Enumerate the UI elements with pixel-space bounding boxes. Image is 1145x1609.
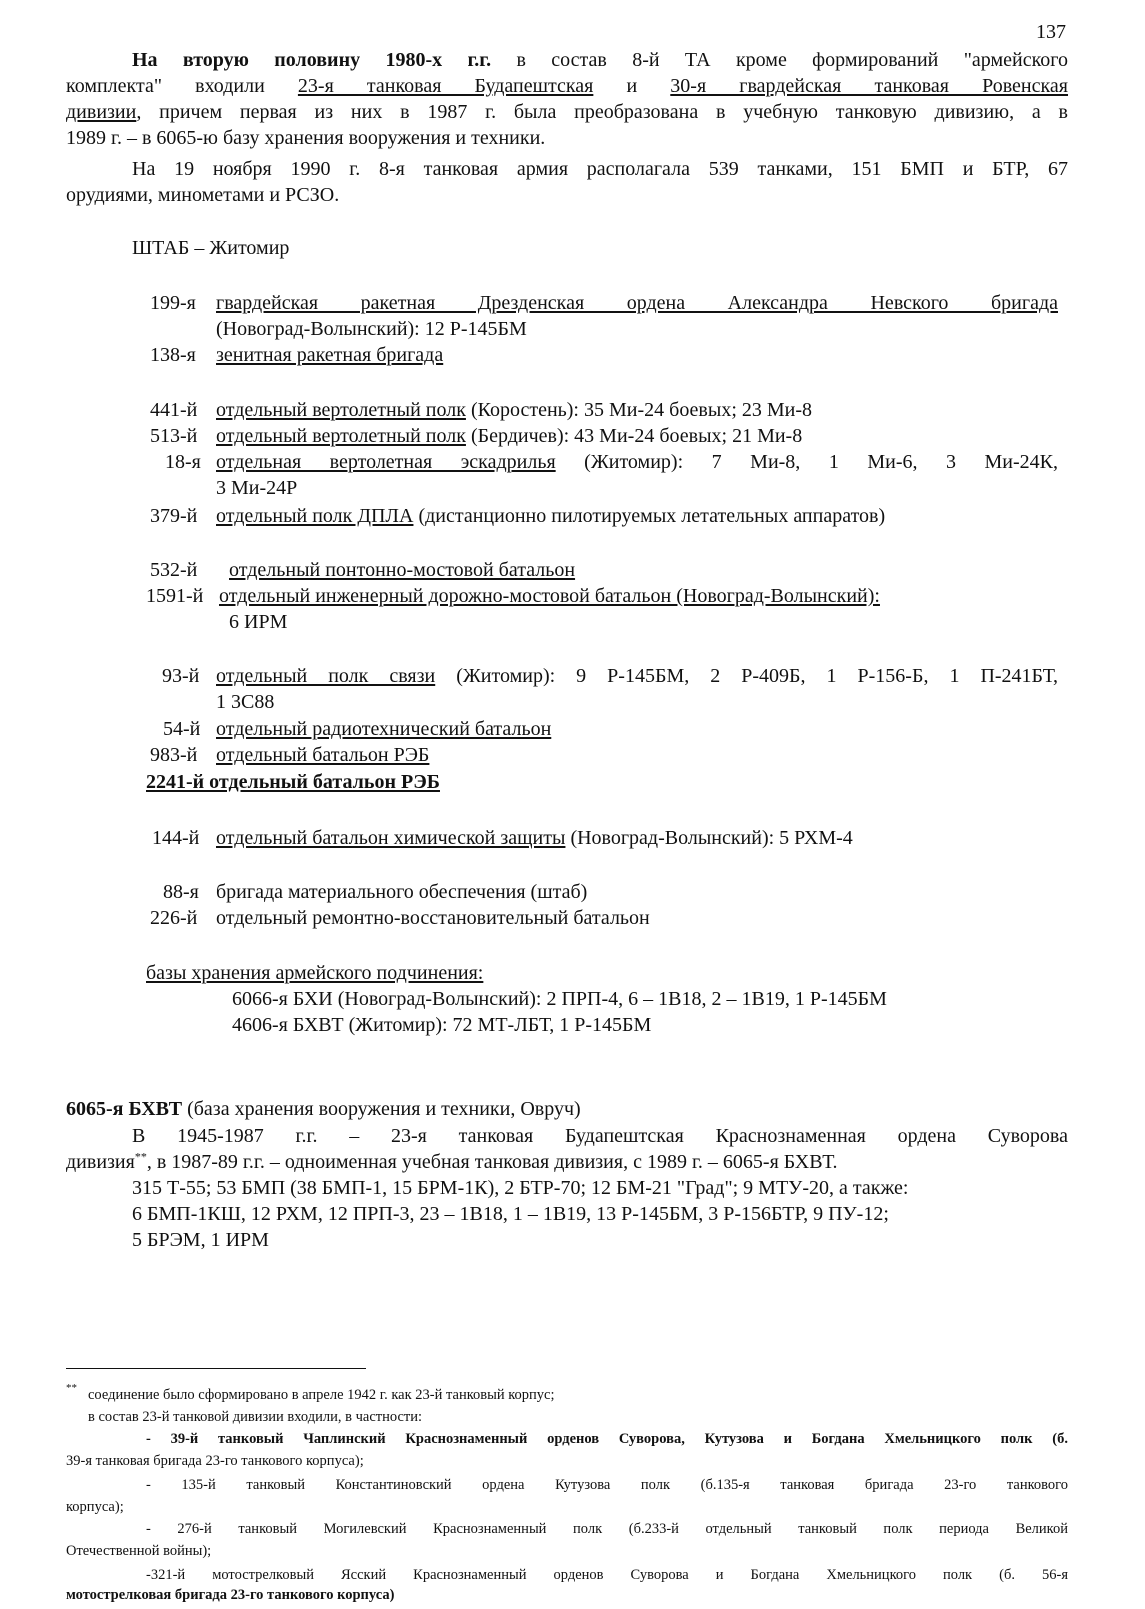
unit-number: 532-й (150, 559, 198, 581)
page-number: 137 (1036, 21, 1066, 43)
footnote-line: корпуса); (66, 1499, 124, 1515)
unit-name: отдельный инженерный дорожно-мостовой батальон (Новоград-Волынский): (219, 585, 880, 607)
bhvt-line-2 (66, 1150, 838, 1175)
bhvt-title: 6065-я БХВТ (66, 1098, 183, 1120)
unit-line-2241: 2241-й отдельный батальон РЭБ (146, 771, 440, 793)
base-4606: 4606-я БХВТ (Житомир): 72 МТ-ЛБТ, 1 Р-145БМ (232, 1014, 652, 1036)
intro-line-4: 1989 г. – в 6065-ю базу хранения вооружения и техники. (66, 127, 546, 149)
bhvt-line-5: 5 БРЭМ, 1 ИРМ (132, 1229, 269, 1251)
intro-line-6: орудиями, минометами и РСЗО. (66, 184, 340, 206)
footnote-line: соединение было сформировано в апреле 1942 г. как 23-й танковый корпус; (88, 1387, 555, 1403)
unit-name: отдельный вертолетный полк (216, 425, 466, 447)
unit-number: 513-й (150, 425, 198, 447)
footnote-line: мотострелковая бригада 23-го танкового корпуса) (66, 1587, 395, 1603)
unit-name: отдельный радиотехнический батальон (216, 718, 552, 740)
unit-name: отдельный батальон химической защиты (216, 827, 566, 849)
intro-line-1 (132, 48, 1068, 73)
unit-name: зенитная ракетная бригада (216, 344, 444, 366)
footnote-line: -321-й мотострелковый Ясский Краснознаменный орденов Суворова и Богдана Хмельницкого полк (б. 56-я (146, 1567, 1068, 1583)
unit-detail: (дистанционно пилотируемых летательных аппаратов) (413, 505, 886, 527)
unit-number: 54-й (163, 718, 201, 740)
unit-name: отдельный понтонно-мостовой батальон (229, 559, 576, 581)
bhvt-text: , в 1987-89 г.г. – одноименная учебная танковая дивизия, с 1989 г. – 6065-я БХВТ. (146, 1151, 838, 1173)
hq-heading: ШТАБ – Житомир (132, 237, 290, 259)
unit-number: 379-й (150, 505, 198, 527)
footnote-line: 39-я танковая бригада 23-го танкового корпуса); (66, 1453, 364, 1469)
footnote-line: - 135-й танковый Константиновский ордена Кутузова полк (б.135-я танковая бригада 23-го танкового (146, 1477, 1068, 1493)
intro-text: комплекта" входили (66, 75, 298, 97)
unit-name: отдельная вертолетная эскадрилья (216, 451, 556, 473)
unit-detail: (Житомир): 9 Р-145БМ, 2 Р-409Б, 1 Р-156-Б, 1 П-241БТ, (435, 665, 1058, 687)
unit-detail: (Бердичев): 43 Ми-24 боевых; 21 Ми-8 (465, 425, 803, 447)
intro-text: , причем первая из них в 1987 г. была преобразована в учебную танковую дивизию, а в (136, 101, 1068, 123)
unit-detail: 1 3С88 (216, 691, 275, 713)
intro-text: и (593, 75, 671, 97)
unit-detail: 6 ИРМ (229, 611, 288, 633)
unit-number: 1591-й (146, 585, 204, 607)
intro-line-5: На 19 ноября 1990 г. 8-я танковая армия располагала 539 танками, 151 БМП и БТР, 67 (132, 158, 1068, 180)
unit-line (216, 450, 1058, 475)
bhvt-heading (66, 1097, 581, 1122)
unit-number: 93-й (162, 665, 200, 687)
unit-number: 18-я (165, 451, 201, 473)
unit-number: 144-й (152, 827, 200, 849)
unit-detail: (Житомир): 7 Ми-8, 1 Ми-6, 3 Ми-24К, (555, 451, 1059, 473)
unit-name: отдельный ремонтно-восстановительный батальон (216, 907, 650, 929)
intro-text: в состав 8-й ТА кроме формирований "армейского (491, 49, 1068, 71)
unit-line (216, 398, 812, 423)
unit-detail: 3 Ми-24Р (216, 477, 298, 499)
unit-name: отдельный полк связи (216, 665, 436, 687)
unit-number: 983-й (150, 744, 198, 766)
intro-line-3 (66, 100, 1068, 125)
unit-number: 88-я (163, 881, 199, 903)
division-23: 23-я танковая Будапештская (297, 75, 594, 97)
base-6066: 6066-я БХИ (Новоград-Волынский): 2 ПРП-4, 6 – 1В18, 2 – 1В19, 1 Р-145БМ (232, 988, 887, 1010)
footnote-mark: ** (66, 1382, 77, 1394)
unit-name: бригада материального обеспечения (штаб) (216, 881, 588, 903)
unit-name: гвардейская ракетная Дрезденская ордена Александра Невского бригада (216, 292, 1058, 314)
unit-line (216, 664, 1058, 689)
footnote-divider (66, 1368, 366, 1369)
footnote-line: - 276-й танковый Могилевский Краснознаменный полк (б.233-й отдельный танковый полк периода Великой (146, 1521, 1068, 1537)
unit-number: 199-я (150, 292, 196, 314)
unit-detail: (Новоград-Волынский): 12 Р-145БМ (216, 318, 527, 340)
divisions-word: дивизии (66, 101, 137, 123)
footnote-line: - 39-й танковый Чаплинский Краснознаменный орденов Суворова, Кутузова и Богдана Хмельницкого полк (б. (146, 1431, 1068, 1447)
intro-line-2 (66, 74, 1068, 99)
bases-heading: базы хранения армейского подчинения: (146, 962, 484, 984)
footnote-line: Отечественной войны); (66, 1543, 212, 1559)
bhvt-text: дивизия (66, 1151, 135, 1173)
unit-name: отдельный батальон РЭБ (216, 744, 430, 766)
unit-line (216, 424, 802, 449)
intro-lead: На вторую половину 1980-х г.г. (132, 49, 492, 71)
bhvt-line-4: 6 БМП-1КШ, 12 РХМ, 12 ПРП-3, 23 – 1В18, 1 – 1В19, 13 Р-145БМ, 3 Р-156БТР, 9 ПУ-12; (132, 1203, 889, 1225)
bhvt-line-3: 315 Т-55; 53 БМП (38 БМП-1, 15 БРМ-1К), 2 БТР-70; 12 БМ-21 "Град"; 9 МТУ-20, а также: (132, 1177, 909, 1199)
unit-name: отдельный вертолетный полк (216, 399, 466, 421)
unit-number: 441-й (150, 399, 198, 421)
bhvt-line-1: В 1945-1987 г.г. – 23-я танковая Будапештская Краснознаменная ордена Суворова (132, 1125, 1068, 1147)
unit-line (216, 826, 853, 851)
unit-number: 138-я (150, 344, 196, 366)
unit-name: отдельный полк ДПЛА (216, 505, 414, 527)
division-30: 30-я гвардейская танковая Ровенская (670, 75, 1069, 97)
bhvt-subtitle: (база хранения вооружения и техники, Овруч) (182, 1098, 581, 1120)
unit-detail: (Коростень): 35 Ми-24 боевых; 23 Ми-8 (465, 399, 813, 421)
unit-detail: (Новоград-Волынский): 5 РХМ-4 (565, 827, 853, 849)
unit-line (216, 504, 885, 529)
footnote-line: в состав 23-й танковой дивизии входили, в частности: (88, 1409, 423, 1425)
unit-number: 226-й (150, 907, 198, 929)
footnote-ref: ** (134, 1149, 147, 1164)
